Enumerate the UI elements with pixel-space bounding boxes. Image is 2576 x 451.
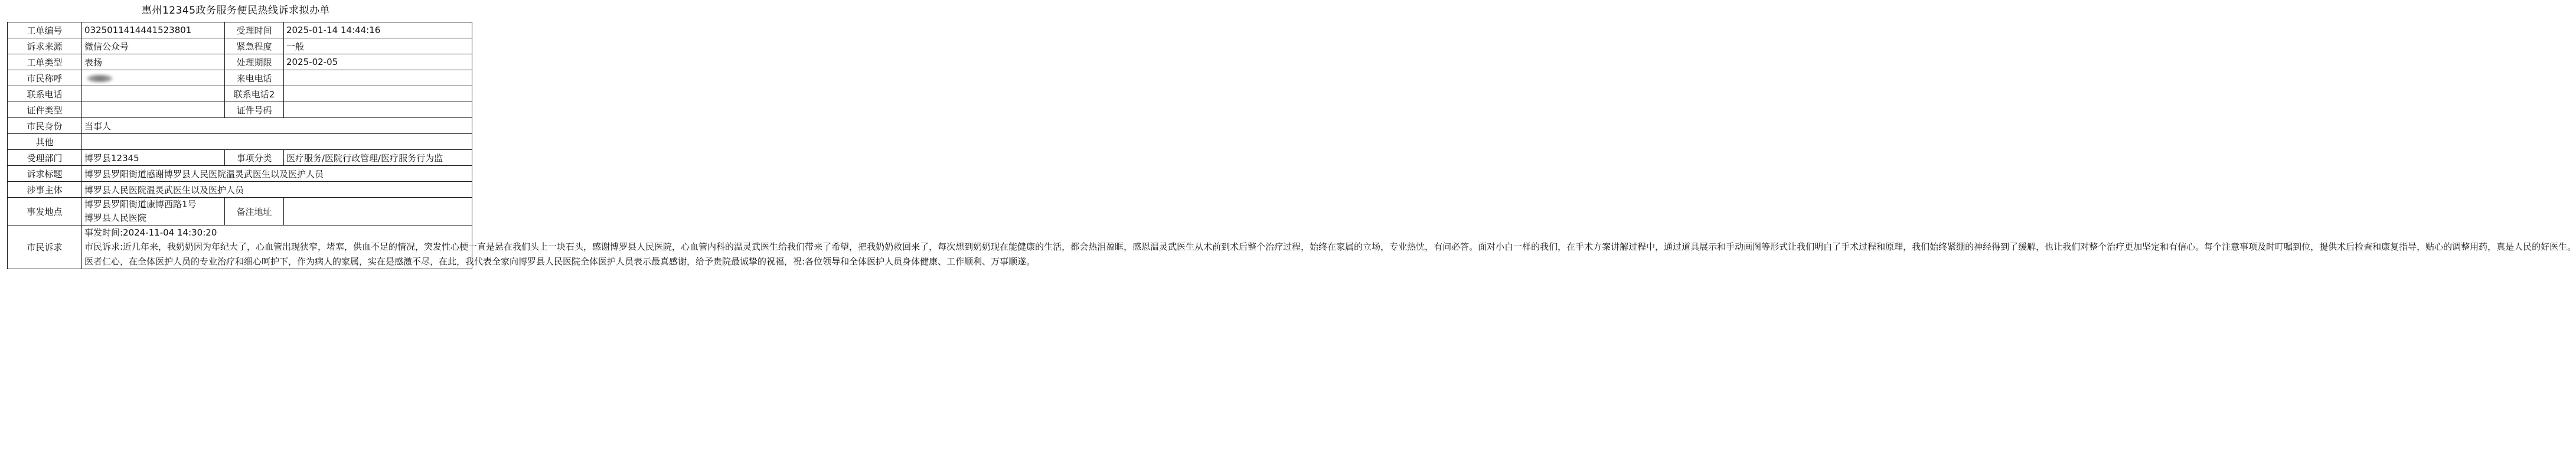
remark-addr-label: 备注地址 — [225, 198, 284, 226]
row-order-no — [8, 22, 472, 38]
location-value — [82, 198, 225, 226]
form-title: 惠州12345政务服务便民热线诉求拟办单 — [141, 5, 331, 17]
complaint-label: 市民诉求 — [8, 226, 82, 269]
other-label: 其他 — [8, 134, 82, 150]
row-source — [8, 38, 472, 54]
contact-phone2-value — [284, 86, 472, 102]
category-label: 事项分类 — [225, 150, 284, 166]
source-value: 微信公众号 — [82, 38, 225, 54]
subject-label: 诉求标题 — [8, 166, 82, 182]
dept-label: 受理部门 — [8, 150, 82, 166]
citizen-name-value — [82, 70, 225, 86]
identity-value: 当事人 — [82, 118, 472, 134]
complaint-body — [82, 226, 2576, 269]
party-value: 博罗县人民医院温灵武医生以及医护人员 — [82, 182, 472, 198]
row-location — [8, 198, 472, 226]
remark-addr-value — [284, 198, 472, 226]
type-value: 表扬 — [82, 54, 225, 70]
redacted-name-blur — [87, 74, 113, 83]
row-party — [8, 182, 472, 198]
complaint-paragraph-2: 医者仁心，在全体医护人员的专业治疗和细心呵护下，作为病人的家属，实在是感激不尽，在此，我代表全家向博罗县人民医院全体医护人员表示最真感谢，给予贵院最诚挚的祝福，祝:各位领导和全体医护人员身体健康、工作顺利、万事顺遂。 — [84, 256, 1036, 267]
caller-phone-label: 来电电话 — [225, 70, 284, 86]
contact-phone-value — [82, 86, 225, 102]
source-label: 诉求来源 — [8, 38, 82, 54]
complaint-paragraph-1: 市民诉求:近几年来，我奶奶因为年纪大了，心血管出现狭窄，堵塞，供血不足的情况，突发性心梗一直是悬在我们头上一块石头，感谢博罗县人民医院，心血管内科的温灵武医生给我们带来了希望，把我奶奶救回来了，每次想到奶奶现在能健康的生活，都会热泪盈眶，感恩温灵武医生从术前到术后整个治疗过程，始终在家属的立场，专业热忱，有问必答。面对小白一样的我们，在手术方案讲解过程中，通过道具展示和手动画图等形式让我们明白了手术过程和原理，我们始终紧绷的神经得到了缓解，也让我们对整个治疗更加坚定和有信心。每个注意事项及时叮嘱到位，提供术后检查和康复指导，贴心的调整用药，真是人民的好医生。 — [84, 241, 2576, 253]
row-complaint — [8, 226, 472, 269]
accept-time-value: 2025-01-14 14:44:16 — [284, 22, 472, 38]
row-id-type — [8, 102, 472, 118]
caller-phone-value — [284, 70, 472, 86]
row-subject — [8, 166, 472, 182]
row-citizen-name — [8, 70, 472, 86]
accept-time-label: 受理时间 — [225, 22, 284, 38]
type-label: 工单类型 — [8, 54, 82, 70]
identity-label: 市民身份 — [8, 118, 82, 134]
row-type — [8, 54, 472, 70]
complaint-time: 事发时间:2024-11-04 14:30:20 — [84, 227, 217, 238]
id-no-value — [284, 102, 472, 118]
row-other — [8, 134, 472, 150]
id-type-label: 证件类型 — [8, 102, 82, 118]
contact-phone-label: 联系电话 — [8, 86, 82, 102]
dept-value: 博罗县12345 — [82, 150, 225, 166]
contact-phone2-label: 联系电话2 — [225, 86, 284, 102]
location-line1: 博罗县罗阳街道康博西路1号 — [84, 199, 197, 210]
urgency-value: 一般 — [284, 38, 472, 54]
urgency-label: 紧急程度 — [225, 38, 284, 54]
citizen-name-label: 市民称呼 — [8, 70, 82, 86]
id-type-value — [82, 102, 225, 118]
row-dept — [8, 150, 472, 166]
category-value: 医疗服务/医院行政管理/医疗服务行为监 — [284, 150, 472, 166]
petition-form-table — [7, 22, 2576, 269]
party-label: 涉事主体 — [8, 182, 82, 198]
location-label: 事发地点 — [8, 198, 82, 226]
deadline-value: 2025-02-05 — [284, 54, 472, 70]
subject-value: 博罗县罗阳街道感谢博罗县人民医院温灵武医生以及医护人员 — [82, 166, 472, 182]
order-no-value: 0325011414441523801 — [82, 22, 225, 38]
location-line2: 博罗县人民医院 — [84, 213, 147, 223]
row-identity — [8, 118, 472, 134]
row-contact-phone — [8, 86, 472, 102]
deadline-label: 处理期限 — [225, 54, 284, 70]
other-value — [82, 134, 472, 150]
id-no-label: 证件号码 — [225, 102, 284, 118]
order-no-label: 工单编号 — [8, 22, 82, 38]
